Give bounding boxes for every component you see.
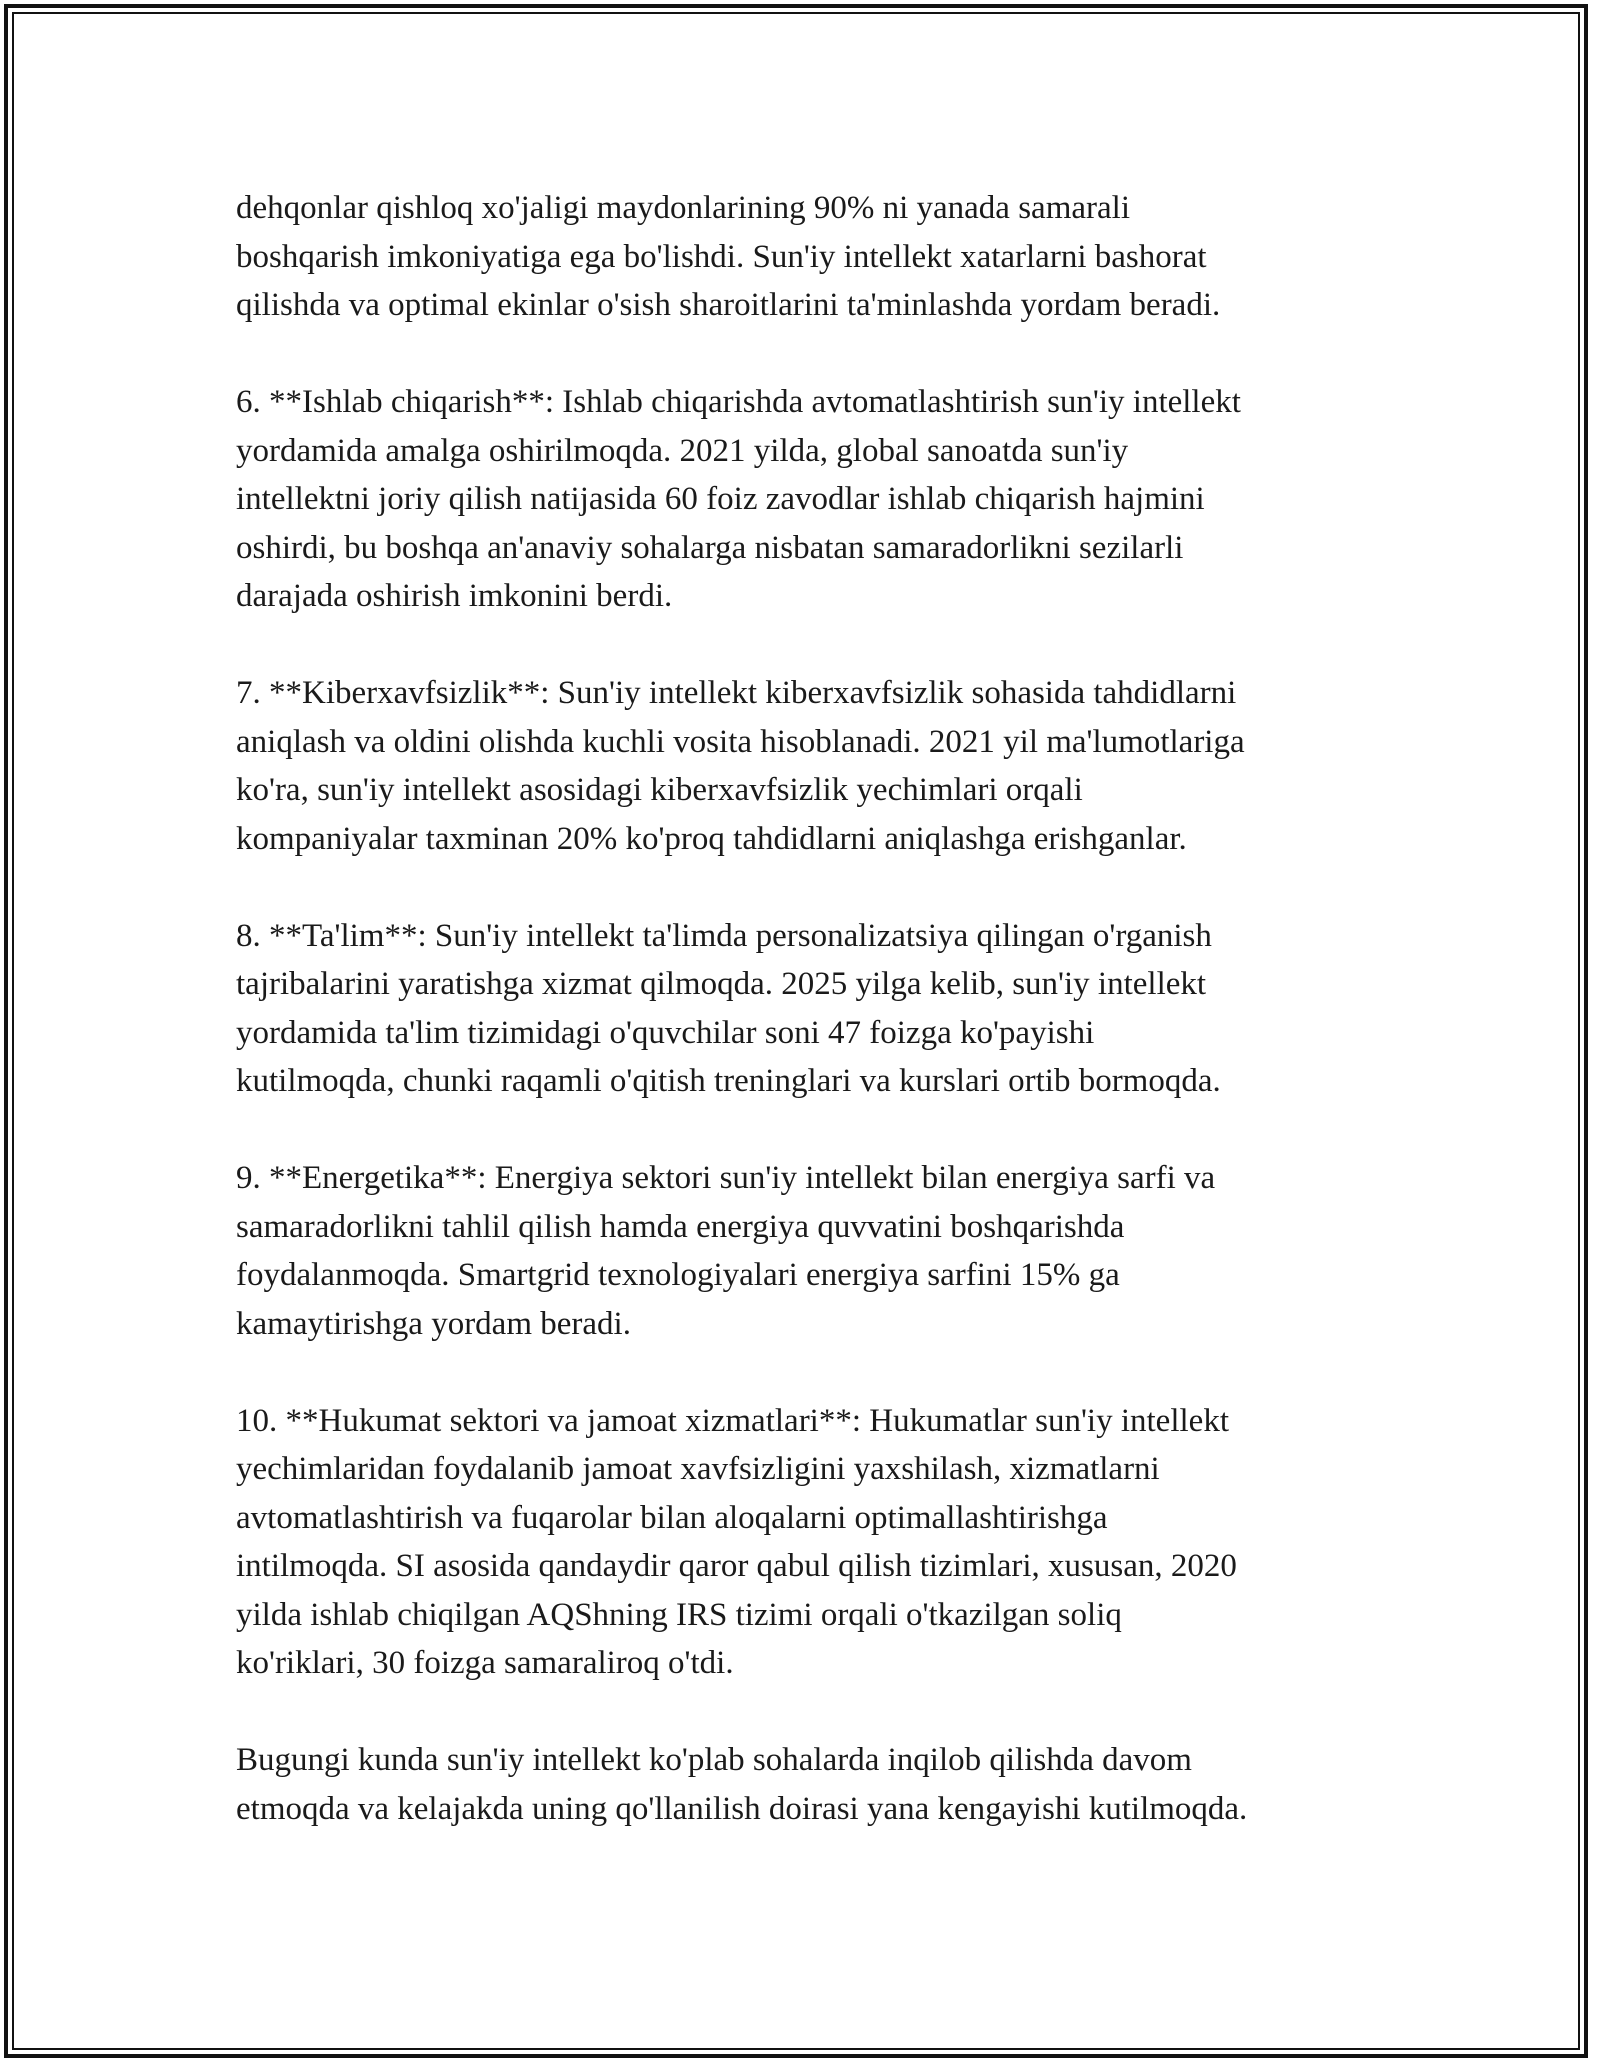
paragraph-cybersecurity: 7. **Kiberxavfsizlik**: Sun'iy intellekt kiberxavfsizlik sohasida tahdidlarni aniqlash va oldini olishda kuchli vosita hisoblanadi. 2021 yil ma'lumotlariga ko'ra, sun'iy intellekt asosidagi kiberxavfsizlik yechimlari orqali kompaniyalar taxminan 20% ko'proq tahdidlarni aniqlashga erishganlar. — [236, 675, 1245, 857]
paragraph-government: 10. **Hukumat sektori va jamoat xizmatlari**: Hukumatlar sun'iy intellekt yechimlaridan foydalanib jamoat xavfsizligini yaxshilash, xizmatlarni avtomatlashtirish va fuqarolar bilan aloqalarni optimallashtirishga intilmoqda. SI asosida qandaydir qaror qabul qilish tizimlari, xususan, 2020 yilda ishlab chiqilgan AQShning IRS tizimi orqali o'tkazilgan soliq ko'riklari, 30 foizga samaraliroq o'tdi. — [236, 1402, 1237, 1681]
paragraph-conclusion: Bugungi kunda sun'iy intellekt ko'plab sohalarda inqilob qilishda davom etmoqda va kelajakda uning qo'llanilish doirasi yana kengayishi kutilmoqda. — [236, 1742, 1248, 1827]
paragraph-manufacturing: 6. **Ishlab chiqarish**: Ishlab chiqarishda avtomatlashtirish sun'iy intellekt yordamida amalga oshirilmoqda. 2021 yilda, global sanoatda sun'iy intellektni joriy qilish natijasida 60 foiz zavodlar ishlab chiqarish hajmini oshirdi, bu boshqa an'anaviy sohalarga nisbatan samaradorlikni sezilarli darajada oshirish imkonini berdi. — [236, 384, 1241, 614]
paragraph-agriculture-continuation: dehqonlar qishloq xo'jaligi maydonlarining 90% ni yanada samarali boshqarish imkoniyatiga ega bo'lishdi. Sun'iy intellekt xatarlarni bashorat qilishda va optimal ekinlar o'sish sharoitlarini ta'minlashda yordam beradi. — [236, 190, 1221, 323]
document-body — [236, 184, 1366, 1882]
paragraph-education: 8. **Ta'lim**: Sun'iy intellekt ta'limda personalizatsiya qilingan o'rganish tajribalarini yaratishga xizmat qilmoqda. 2025 yilga kelib, sun'iy intellekt yordamida ta'lim tizimidagi o'quvchilar soni 47 foizga ko'payishi kutilmoqda, chunki raqamli o'qitish treninglari va kurslari ortib bormoqda. — [236, 917, 1221, 1099]
paragraph-energy: 9. **Energetika**: Energiya sektori sun'iy intellekt bilan energiya sarfi va samaradorlikni tahlil qilish hamda energiya quvvatini boshqarishda foydalanmoqda. Smartgrid texnologiyalari energiya sarfini 15% ga kamaytirishga yordam beradi. — [236, 1160, 1216, 1342]
